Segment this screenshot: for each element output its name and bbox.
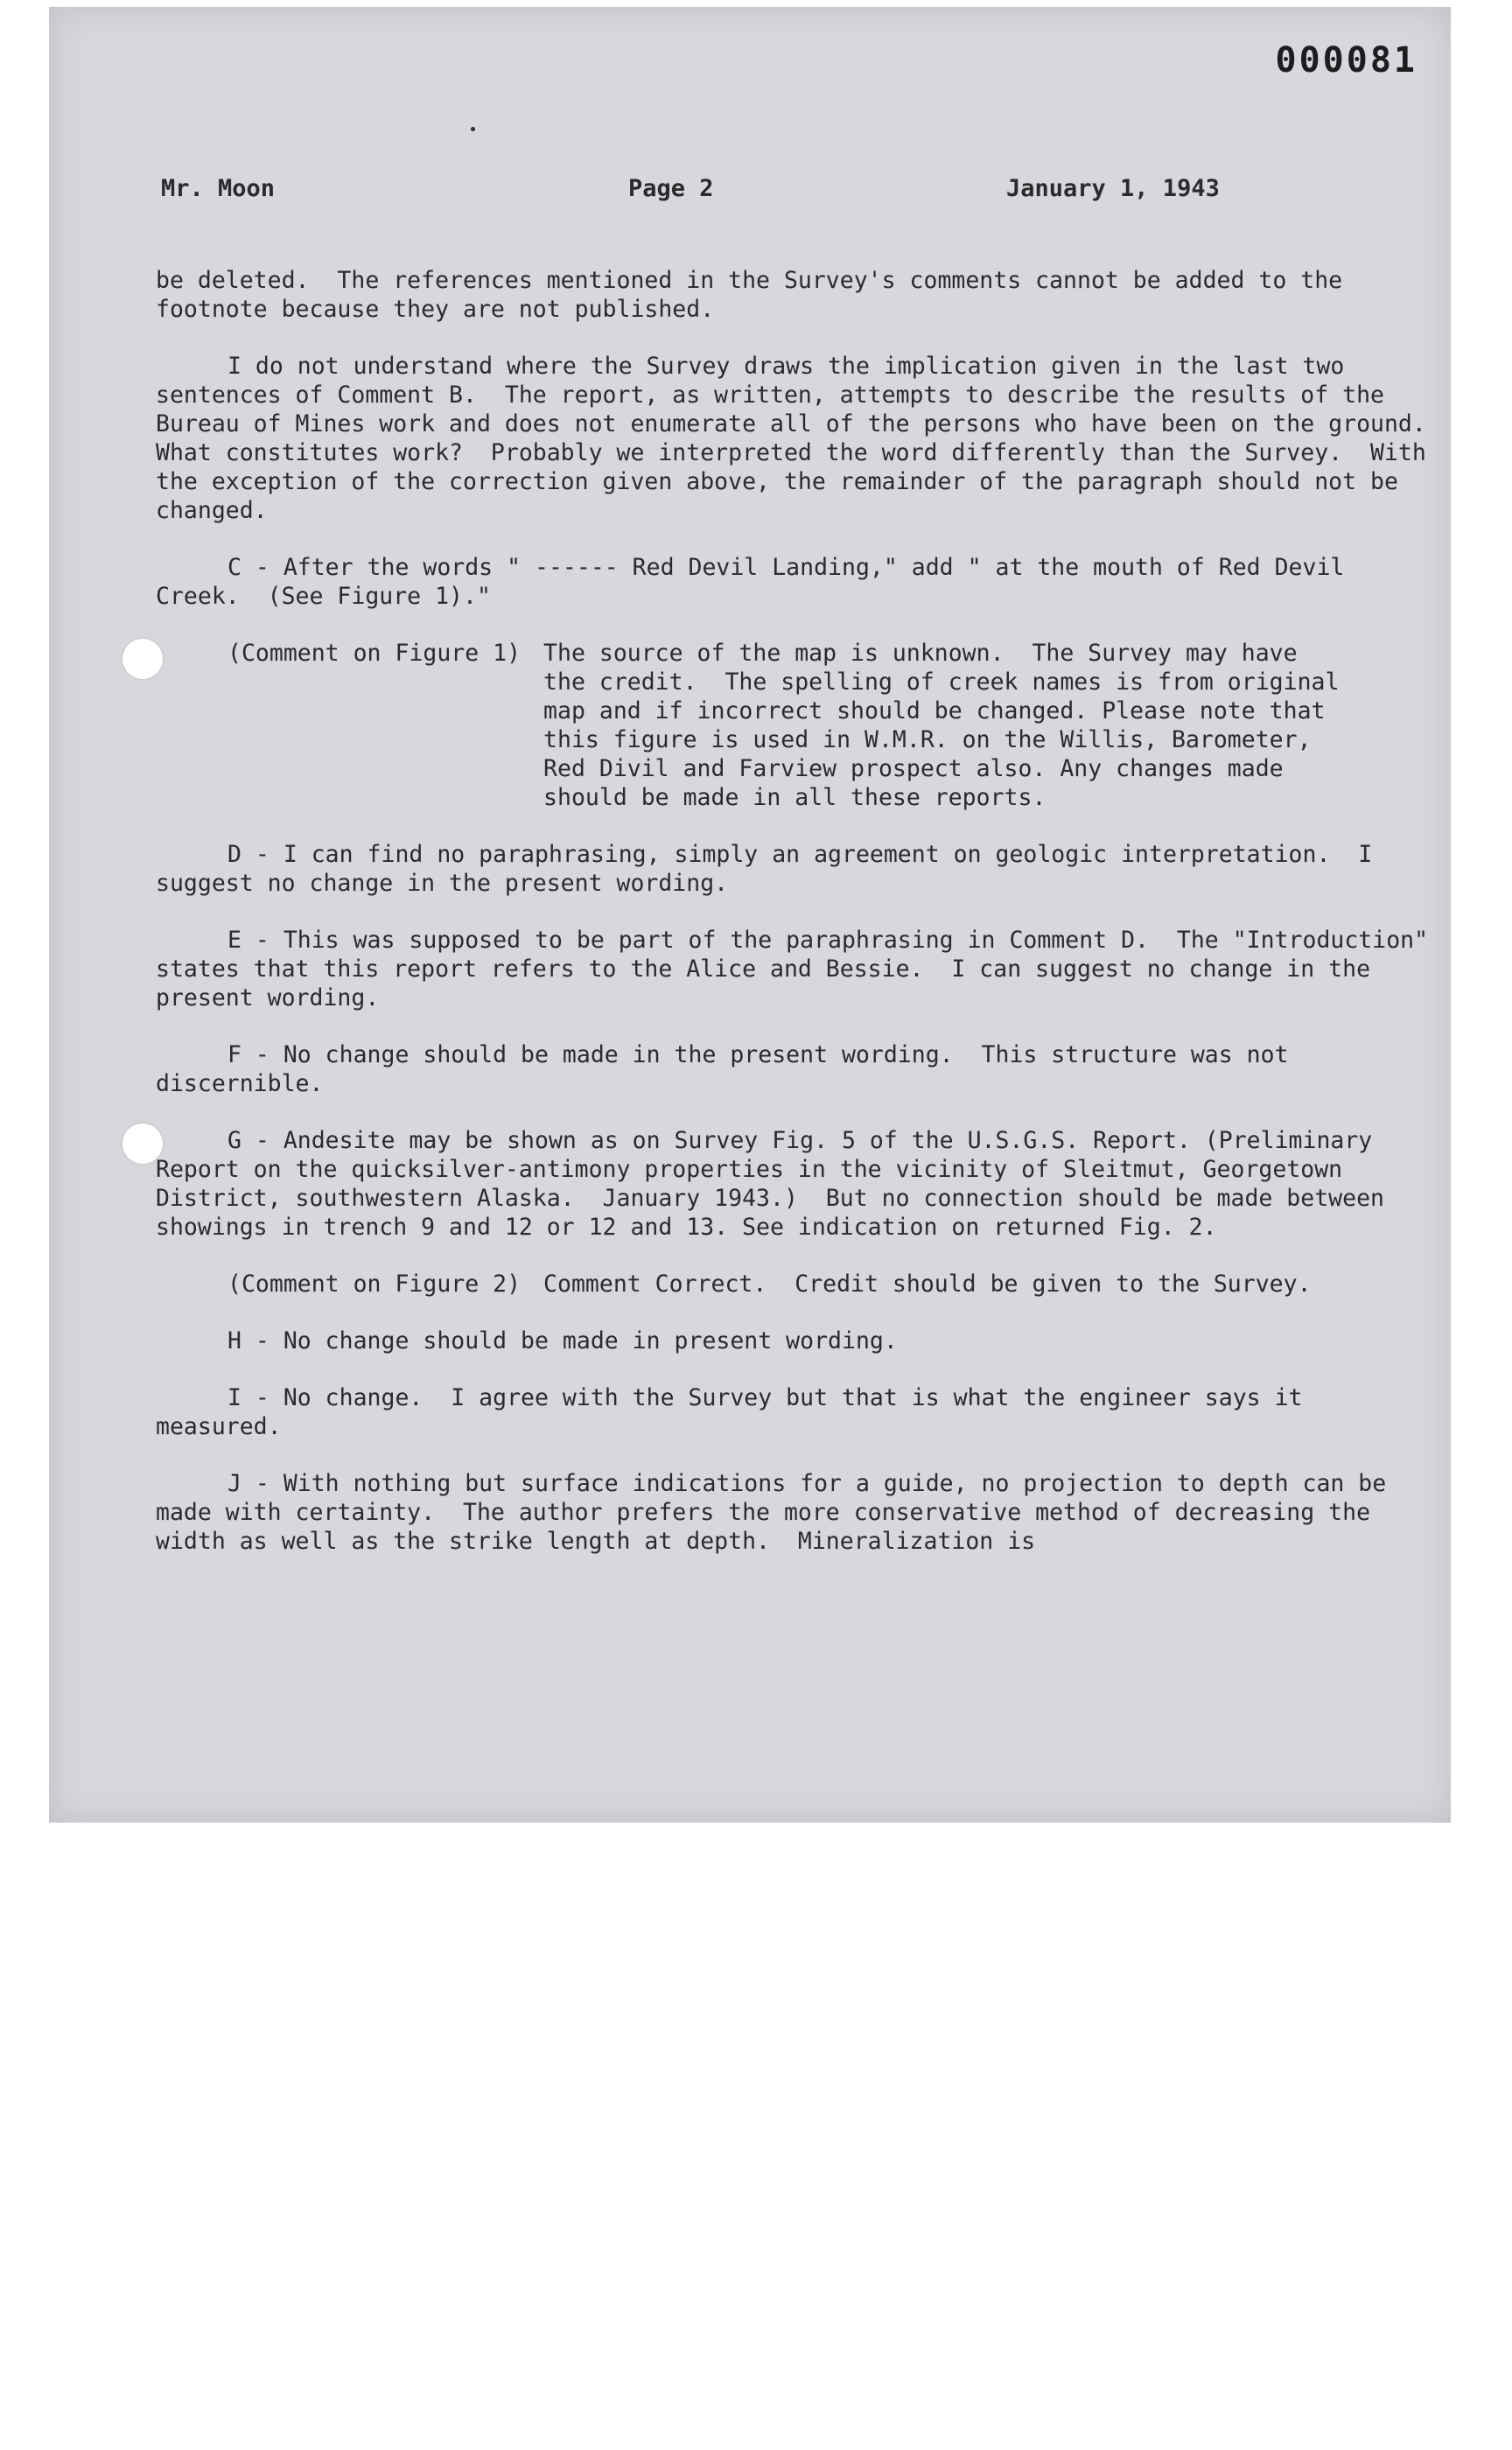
paragraph-comment-i: I - No change. I agree with the Survey but that is what the engineer says it measured. bbox=[156, 1384, 1317, 1440]
figure-2-comment-text: Comment Correct. Credit should be given to the Survey. bbox=[543, 1270, 1312, 1298]
paragraph-comment-h: H - No change should be made in present wording. bbox=[228, 1327, 898, 1354]
paragraph-comment-c: C - After the words " ------ Red Devil Landing," add " at the mouth of Red Devil Creek. (See Figure 1)." bbox=[156, 554, 1359, 610]
figure-1-comment-label: (Comment on Figure 1) bbox=[228, 640, 522, 667]
paragraph-comment-e: E - This was supposed to be part of the paraphrasing in Comment D. The "Introduction" states that this report refers to the Alice and Bessie. I can suggest no change in the present wording. bbox=[156, 927, 1443, 1012]
document-page bbox=[49, 7, 1454, 1823]
figure-2-comment-label: (Comment on Figure 2) bbox=[228, 1270, 522, 1298]
paragraph-comment-j: J - With nothing but surface indications for a guide, no projection to depth can be made with certainty. The author prefers the more conservative method of decreasing the width as well as the strike length at depth. Mineralization is bbox=[156, 1470, 1401, 1555]
header-date: January 1, 1943 bbox=[1006, 175, 1220, 202]
letter-body bbox=[156, 266, 1454, 1584]
figure-1-comment-text: The source of the map is unknown. The Survey may have the credit. The spelling of creek names is from original map and if incorrect should be changed. Please note that this figure is used in W.M.R. on the Willis, Barometer, Red Divil and Farview prospect also. Any changes made should be made in all these reports. bbox=[543, 640, 1354, 811]
paragraph-comment-b-response: I do not understand where the Survey draws the implication given in the last two sentences of Comment B. The report, as written, attempts to describe the results of the Bureau of Mines work and does not enumerate all of the persons who have been on the ground. What constitutes work? Probably we interpreted the word differently than the Survey. With the exception of the correction given above, the remainder of the paragraph should not be changed. bbox=[156, 353, 1454, 524]
paragraph-comment-g: G - Andesite may be shown as on Survey Fig. 5 of the U.S.G.S. Report. (Preliminary Report on the quicksilver-antimony properties in the vicinity of Sleitmut, Georgetown District, southwestern Alaska. January 1943.) But no connection should be made between showings in trench 9 and 12 or 12 and 13. See indication on returned Fig. 2. bbox=[156, 1127, 1398, 1241]
stamp-number: 000081 bbox=[1275, 40, 1418, 80]
ink-speck bbox=[471, 127, 475, 131]
figure-1-comment bbox=[156, 639, 1442, 812]
paragraph-comment-f: F - No change should be made in the present wording. This structure was not discernible. bbox=[156, 1041, 1303, 1097]
paragraph-continuation: be deleted. The references mentioned in the Survey's comments cannot be added to the footnote because they are not published. bbox=[156, 267, 1357, 323]
header-recipient: Mr. Moon bbox=[161, 175, 276, 202]
paragraph-comment-d: D - I can find no paraphrasing, simply an agreement on geologic interpretation. I suggest no change in the present wording. bbox=[156, 841, 1387, 897]
figure-2-comment bbox=[156, 1270, 1442, 1298]
header-page-number: Page 2 bbox=[628, 175, 714, 202]
